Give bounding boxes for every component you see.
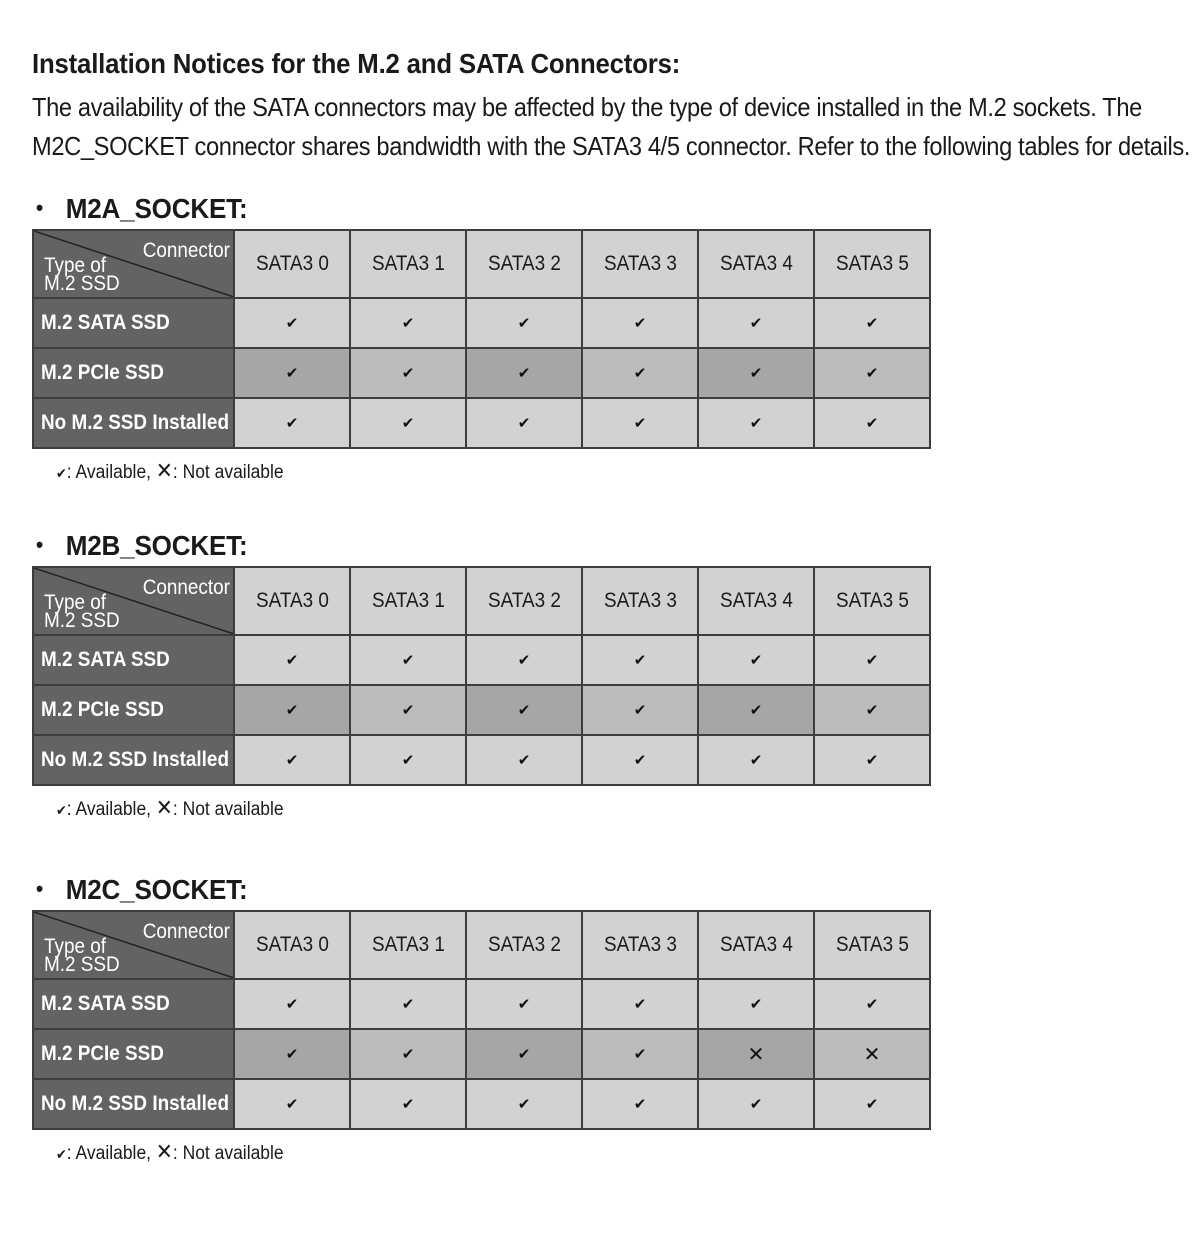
- table-cell: [350, 979, 466, 1029]
- column-header: [814, 567, 930, 635]
- table-row: [33, 298, 930, 348]
- available-icon: ✔: [749, 996, 763, 1013]
- section-title: [36, 530, 247, 562]
- row-header: [33, 735, 234, 785]
- table-cell: [698, 398, 814, 448]
- available-icon: ✔: [285, 415, 299, 432]
- legend-not-available-text: : Not available: [172, 799, 284, 820]
- table-cell: [582, 1079, 698, 1129]
- row-header-label: M.2 PCIe SSD: [41, 361, 164, 384]
- legend-check-icon: ✔: [56, 802, 67, 818]
- available-icon: ✔: [401, 702, 415, 719]
- row-header-label: No M.2 SSD Installed: [41, 411, 229, 434]
- available-icon: ✔: [865, 1096, 879, 1113]
- row-header: [33, 1079, 234, 1129]
- available-icon: ✔: [517, 365, 531, 382]
- table-row: [33, 635, 930, 685]
- available-icon: ✔: [401, 1096, 415, 1113]
- legend-cross-icon: ✕: [155, 458, 173, 483]
- section-title-text: M2B_SOCKET:: [65, 530, 248, 561]
- column-header: [350, 567, 466, 635]
- column-header-label: SATA3 1: [371, 933, 445, 956]
- table-row: [33, 1029, 930, 1079]
- column-header: [350, 230, 466, 298]
- available-icon: ✔: [517, 752, 531, 769]
- available-icon: ✔: [633, 365, 647, 382]
- bullet-icon: •: [36, 876, 43, 901]
- available-icon: ✔: [517, 702, 531, 719]
- row-header: [33, 979, 234, 1029]
- available-icon: ✔: [517, 315, 531, 332]
- available-icon: ✔: [633, 652, 647, 669]
- row-header: [33, 298, 234, 348]
- column-header-label: SATA3 4: [719, 589, 793, 612]
- corner-type-line-2: M.2 SSD: [44, 953, 120, 976]
- column-header: [582, 567, 698, 635]
- section-title: [36, 874, 247, 906]
- available-icon: ✔: [865, 996, 879, 1013]
- available-icon: ✔: [633, 1096, 647, 1113]
- table-cell: [814, 348, 930, 398]
- table-cell: [698, 635, 814, 685]
- not-available-icon: ✕: [747, 1043, 765, 1066]
- compatibility-table: [32, 229, 931, 449]
- table-cell: [582, 979, 698, 1029]
- column-header-label: SATA3 1: [371, 252, 445, 275]
- table-cell: [466, 348, 582, 398]
- column-header-label: SATA3 4: [719, 252, 793, 275]
- available-icon: ✔: [285, 996, 299, 1013]
- legend-available-text: : Available,: [66, 799, 152, 820]
- section-title-text: M2A_SOCKET:: [65, 193, 248, 224]
- column-header-label: SATA3 5: [835, 252, 909, 275]
- table-cell: [466, 735, 582, 785]
- available-icon: ✔: [633, 752, 647, 769]
- legend-available-text: : Available,: [66, 1143, 152, 1164]
- table-cell: [234, 348, 350, 398]
- header-row: [33, 911, 930, 979]
- table-cell: [814, 298, 930, 348]
- available-icon: ✔: [749, 415, 763, 432]
- legend-not-available-text: : Not available: [172, 462, 284, 483]
- table-cell: [582, 298, 698, 348]
- column-header: [698, 230, 814, 298]
- table-cell: [350, 685, 466, 735]
- legend: [56, 458, 284, 484]
- column-header: [814, 911, 930, 979]
- available-icon: ✔: [285, 1096, 299, 1113]
- column-header: [582, 911, 698, 979]
- legend: [56, 795, 284, 821]
- available-icon: ✔: [517, 1096, 531, 1113]
- column-header: [466, 230, 582, 298]
- table-cell: [466, 398, 582, 448]
- legend: [56, 1139, 284, 1165]
- corner-connector-label: Connector: [142, 239, 230, 262]
- column-header-label: SATA3 2: [487, 252, 561, 275]
- table-cell: [698, 1079, 814, 1129]
- table-cell: [814, 398, 930, 448]
- table-cell: [582, 348, 698, 398]
- table-cell: [814, 1029, 930, 1079]
- table-cell: [234, 1079, 350, 1129]
- socket-section: [32, 874, 932, 1174]
- section-title-text: M2C_SOCKET:: [65, 874, 248, 905]
- column-header-label: SATA3 0: [255, 252, 329, 275]
- column-header-label: SATA3 2: [487, 933, 561, 956]
- page-heading: Installation Notices for the M.2 and SATA Connectors:: [32, 48, 681, 79]
- table-cell: [466, 635, 582, 685]
- available-icon: ✔: [749, 652, 763, 669]
- available-icon: ✔: [633, 415, 647, 432]
- corner-connector-label: Connector: [142, 576, 230, 599]
- row-header: [33, 635, 234, 685]
- table-cell: [814, 685, 930, 735]
- socket-section: [32, 193, 932, 493]
- corner-type-label: [44, 935, 120, 976]
- available-icon: ✔: [401, 365, 415, 382]
- available-icon: ✔: [633, 996, 647, 1013]
- available-icon: ✔: [401, 315, 415, 332]
- legend-available-text: : Available,: [66, 462, 152, 483]
- corner-type-label: [44, 591, 120, 632]
- row-header-label: M.2 PCIe SSD: [41, 698, 164, 721]
- available-icon: ✔: [517, 652, 531, 669]
- available-icon: ✔: [401, 652, 415, 669]
- row-header-label: M.2 SATA SSD: [41, 311, 170, 334]
- table-cell: [466, 298, 582, 348]
- column-header-label: SATA3 5: [835, 589, 909, 612]
- bullet-icon: •: [36, 195, 43, 220]
- column-header: [582, 230, 698, 298]
- available-icon: ✔: [401, 752, 415, 769]
- available-icon: ✔: [865, 315, 879, 332]
- available-icon: ✔: [749, 315, 763, 332]
- corner-type-line-2: M.2 SSD: [44, 272, 120, 295]
- table-row: [33, 398, 930, 448]
- legend-not-available-text: : Not available: [172, 1143, 284, 1164]
- table-cell: [698, 348, 814, 398]
- table-cell: [350, 1029, 466, 1079]
- table-cell: [350, 398, 466, 448]
- column-header: [698, 911, 814, 979]
- column-header-label: SATA3 3: [603, 252, 677, 275]
- header-row: [33, 230, 930, 298]
- available-icon: ✔: [285, 752, 299, 769]
- column-header-label: SATA3 0: [255, 589, 329, 612]
- section-title: [36, 193, 247, 225]
- header-row: [33, 567, 930, 635]
- legend-check-icon: ✔: [56, 465, 67, 481]
- available-icon: ✔: [285, 1046, 299, 1063]
- bullet-icon: •: [36, 532, 43, 557]
- table-cell: [234, 979, 350, 1029]
- table-cell: [582, 1029, 698, 1079]
- not-available-icon: ✕: [863, 1043, 881, 1066]
- legend-cross-icon: ✕: [155, 795, 173, 820]
- row-header-label: M.2 SATA SSD: [41, 992, 170, 1015]
- row-header-label: No M.2 SSD Installed: [41, 1092, 229, 1115]
- table-cell: [234, 635, 350, 685]
- column-header: [350, 911, 466, 979]
- available-icon: ✔: [865, 365, 879, 382]
- row-header: [33, 348, 234, 398]
- table-cell: [234, 735, 350, 785]
- column-header: [466, 911, 582, 979]
- available-icon: ✔: [749, 752, 763, 769]
- corner-connector-label: Connector: [142, 920, 230, 943]
- table-cell: [814, 1079, 930, 1129]
- available-icon: ✔: [401, 996, 415, 1013]
- column-header: [814, 230, 930, 298]
- row-header: [33, 685, 234, 735]
- available-icon: ✔: [401, 1046, 415, 1063]
- available-icon: ✔: [865, 702, 879, 719]
- intro-line-1: The availability of the SATA connectors may be affected by the type of device installed in the M.2 sockets. The: [32, 92, 1142, 122]
- table-cell: [582, 398, 698, 448]
- corner-type-label: [44, 254, 120, 295]
- available-icon: ✔: [865, 752, 879, 769]
- available-icon: ✔: [633, 1046, 647, 1063]
- corner-type-line-1: Type of: [44, 254, 107, 277]
- table-cell: [234, 1029, 350, 1079]
- compatibility-table: [32, 566, 931, 786]
- column-header-label: SATA3 5: [835, 933, 909, 956]
- available-icon: ✔: [749, 1096, 763, 1113]
- column-header-label: SATA3 4: [719, 933, 793, 956]
- available-icon: ✔: [865, 415, 879, 432]
- available-icon: ✔: [749, 702, 763, 719]
- corner-type-line-1: Type of: [44, 935, 107, 958]
- table-cell: [350, 735, 466, 785]
- table-cell: [582, 735, 698, 785]
- table-corner-header: [33, 911, 234, 979]
- table-cell: [234, 685, 350, 735]
- available-icon: ✔: [865, 652, 879, 669]
- available-icon: ✔: [633, 315, 647, 332]
- legend-cross-icon: ✕: [155, 1139, 173, 1164]
- table-corner-header: [33, 230, 234, 298]
- row-header: [33, 398, 234, 448]
- column-header-label: SATA3 2: [487, 589, 561, 612]
- table-cell: [350, 298, 466, 348]
- table-corner-header: [33, 567, 234, 635]
- column-header: [698, 567, 814, 635]
- available-icon: ✔: [285, 315, 299, 332]
- corner-type-line-1: Type of: [44, 591, 107, 614]
- table-cell: [814, 979, 930, 1029]
- available-icon: ✔: [517, 1046, 531, 1063]
- available-icon: ✔: [517, 415, 531, 432]
- compatibility-table: [32, 910, 931, 1130]
- column-header-label: SATA3 3: [603, 589, 677, 612]
- table-cell: [350, 635, 466, 685]
- table-cell: [698, 298, 814, 348]
- table-cell: [234, 298, 350, 348]
- socket-section: [32, 530, 932, 830]
- column-header: [234, 911, 350, 979]
- available-icon: ✔: [749, 365, 763, 382]
- column-header: [234, 230, 350, 298]
- table-cell: [582, 685, 698, 735]
- legend-check-icon: ✔: [56, 1146, 67, 1162]
- table-cell: [698, 1029, 814, 1079]
- column-header-label: SATA3 3: [603, 933, 677, 956]
- table-cell: [814, 635, 930, 685]
- corner-type-line-2: M.2 SSD: [44, 609, 120, 632]
- table-row: [33, 735, 930, 785]
- column-header-label: SATA3 0: [255, 933, 329, 956]
- table-cell: [698, 735, 814, 785]
- table-cell: [466, 685, 582, 735]
- table-cell: [814, 735, 930, 785]
- intro-line-2: M2C_SOCKET connector shares bandwidth with the SATA3 4/5 connector. Refer to the following tables for details.: [32, 131, 1191, 161]
- row-header-label: M.2 SATA SSD: [41, 648, 170, 671]
- table-cell: [350, 348, 466, 398]
- table-row: [33, 1079, 930, 1129]
- row-header-label: M.2 PCIe SSD: [41, 1042, 164, 1065]
- table-cell: [350, 1079, 466, 1129]
- available-icon: ✔: [633, 702, 647, 719]
- table-row: [33, 685, 930, 735]
- table-cell: [698, 979, 814, 1029]
- available-icon: ✔: [285, 365, 299, 382]
- available-icon: ✔: [285, 702, 299, 719]
- table-cell: [234, 398, 350, 448]
- table-cell: [466, 979, 582, 1029]
- column-header: [234, 567, 350, 635]
- table-row: [33, 348, 930, 398]
- available-icon: ✔: [401, 415, 415, 432]
- table-cell: [466, 1079, 582, 1129]
- row-header: [33, 1029, 234, 1079]
- table-cell: [582, 635, 698, 685]
- table-cell: [466, 1029, 582, 1079]
- available-icon: ✔: [285, 652, 299, 669]
- table-row: [33, 979, 930, 1029]
- column-header: [466, 567, 582, 635]
- available-icon: ✔: [517, 996, 531, 1013]
- intro-paragraph: [32, 88, 1191, 166]
- row-header-label: No M.2 SSD Installed: [41, 748, 229, 771]
- column-header-label: SATA3 1: [371, 589, 445, 612]
- table-cell: [698, 685, 814, 735]
